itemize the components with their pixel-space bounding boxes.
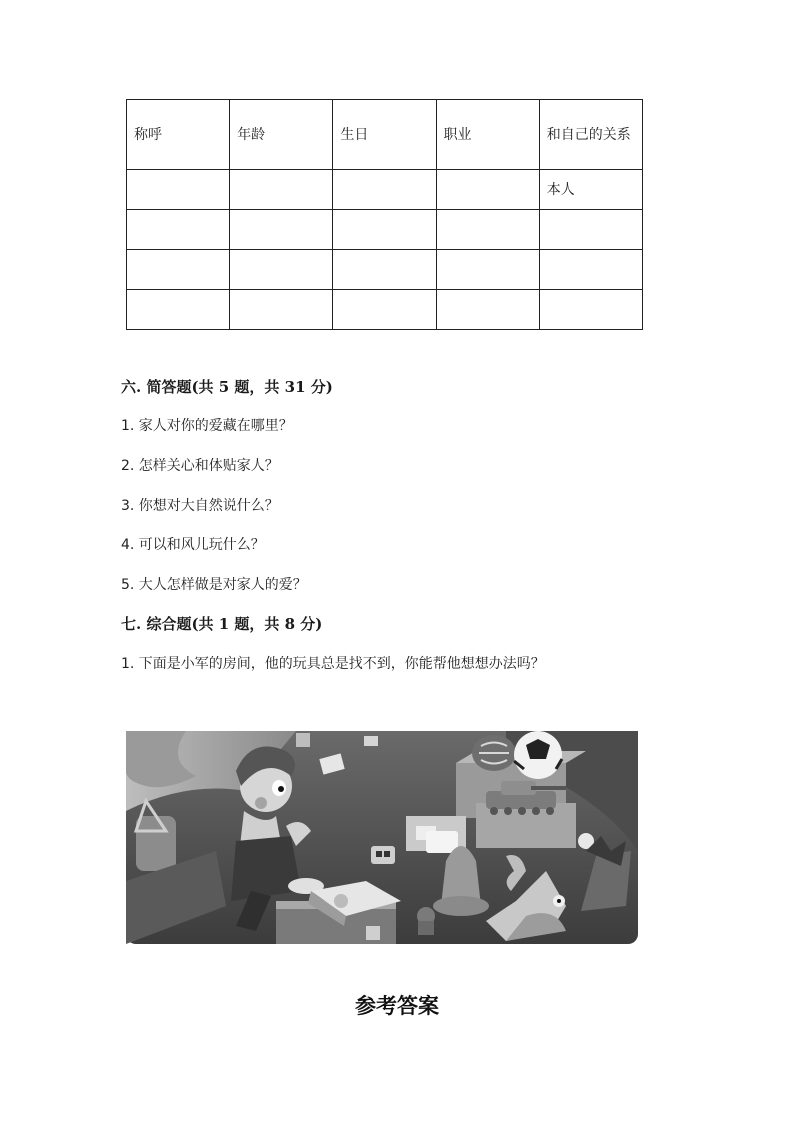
table-row	[127, 170, 643, 210]
table-cell	[333, 250, 436, 290]
question-6-2: 2. 怎样关心和体贴家人？	[121, 458, 279, 474]
table-row	[127, 290, 643, 330]
table-cell	[539, 290, 642, 330]
table-cell	[436, 210, 539, 250]
table-cell	[230, 290, 333, 330]
table-cell	[127, 290, 230, 330]
table-cell	[127, 210, 230, 250]
header-cell-birthday: 生日	[333, 100, 436, 170]
table-cell	[539, 250, 642, 290]
section-6-title: 六. 简答题(共 5 题，共 31 分)	[121, 378, 333, 396]
table-cell: 本人	[539, 170, 642, 210]
question-6-5: 5. 大人怎样做是对家人的爱？	[121, 577, 307, 593]
table-cell	[230, 210, 333, 250]
table-cell	[127, 250, 230, 290]
table-cell	[230, 170, 333, 210]
family-info-table	[126, 99, 643, 330]
table-row	[127, 250, 643, 290]
question-6-1: 1. 家人对你的爱藏在哪里？	[121, 418, 293, 434]
header-cell-title: 称呼	[127, 100, 230, 170]
table-cell	[539, 210, 642, 250]
header-cell-relation: 和自己的关系	[539, 100, 642, 170]
table-row	[127, 210, 643, 250]
table-cell	[333, 170, 436, 210]
table-cell	[127, 170, 230, 210]
header-cell-age: 年龄	[230, 100, 333, 170]
question-6-4: 4. 可以和风儿玩什么？	[121, 537, 265, 553]
table-cell	[333, 210, 436, 250]
table-cell	[436, 290, 539, 330]
table-cell	[436, 170, 539, 210]
section-7-title: 七. 综合题(共 1 题，共 8 分)	[121, 615, 323, 633]
table-cell	[436, 250, 539, 290]
question-6-3: 3. 你想对大自然说什么？	[121, 498, 279, 514]
table-cell	[333, 290, 436, 330]
answer-key-title: 参考答案	[355, 993, 439, 1018]
table-header-row	[127, 100, 643, 170]
question-7-1: 1. 下面是小军的房间，他的玩具总是找不到，你能帮他想想办法吗？	[121, 656, 545, 672]
header-cell-job: 职业	[436, 100, 539, 170]
table-cell	[230, 250, 333, 290]
messy-room-illustration	[126, 731, 638, 944]
